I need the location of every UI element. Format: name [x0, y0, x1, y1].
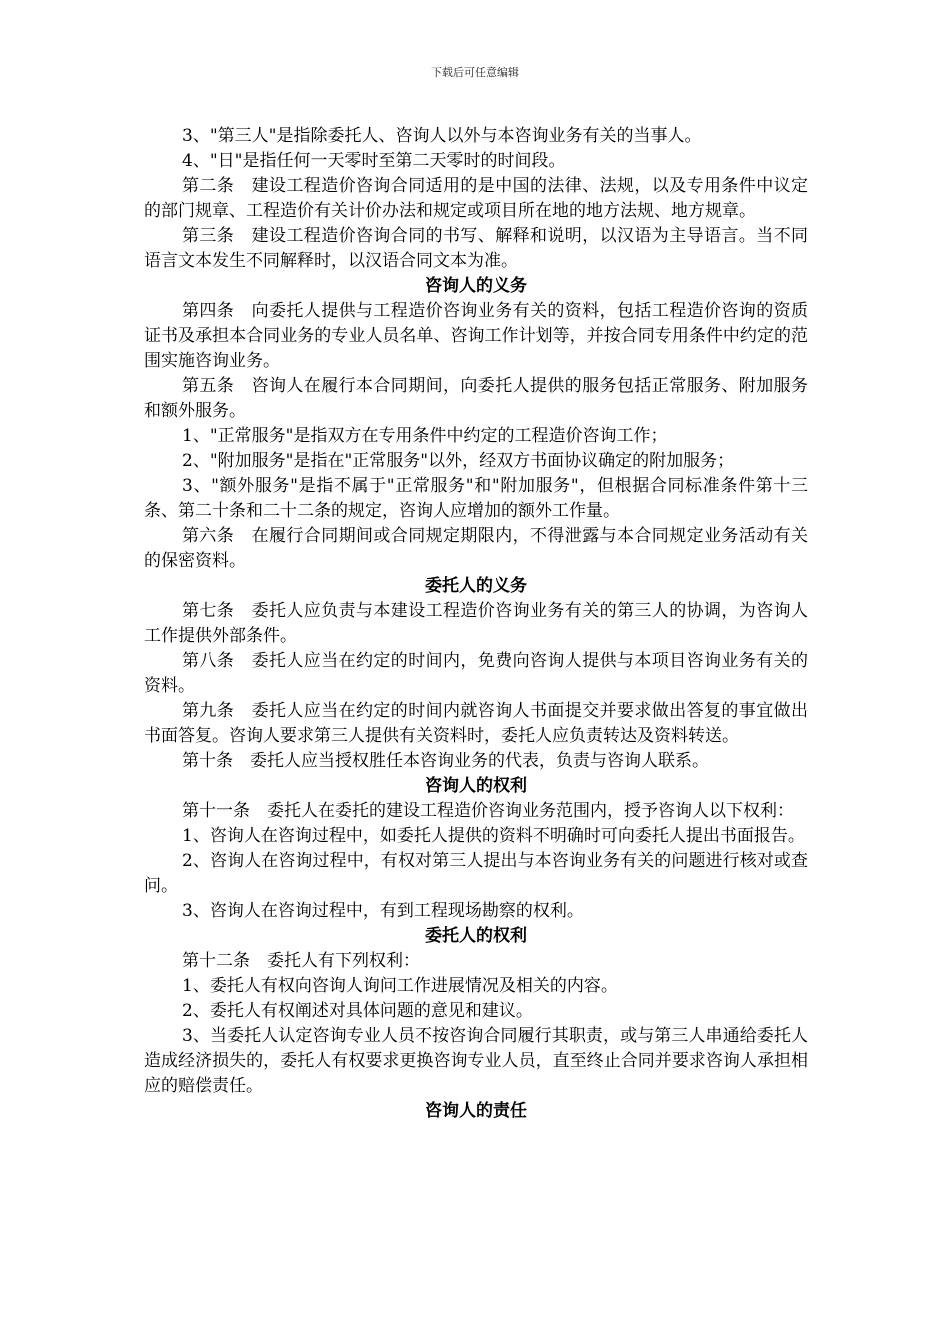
article-11-item-1: 1、咨询人在咨询过程中，如委托人提供的资料不明确时可向委托人提出书面报告。 [182, 826, 805, 846]
article-5-item-3: 3、"额外服务"是指不属于"正常服务"和"附加服务"，但根据合同标准条件第十三条、第二十条和二十二条的规定，咨询人应增加的额外工作量。 [144, 476, 808, 521]
article-7: 第七条 委托人应负责与本建设工程造价咨询业务有关的第三人的协调，为咨询人工作提供外部条件。 [144, 601, 808, 646]
article-9: 第九条 委托人应当在约定的时间内就咨询人书面提交并要求做出答复的事宜做出书面答复。咨询人要求第三人提供有关资料时，委托人应负责转达及资料转送。 [144, 701, 808, 746]
article-11: 第十一条 委托人在委托的建设工程造价咨询业务范围内，授予咨询人以下权利： [182, 801, 794, 821]
article-12: 第十二条 委托人有下列权利： [182, 951, 420, 971]
article-11-item-2: 2、咨询人在咨询过程中，有权对第三人提出与本咨询业务有关的问题进行核对或查问。 [144, 851, 808, 896]
article-3: 第三条 建设工程造价咨询合同的书写、解释和说明，以汉语为主导语言。当不同语言文本发生不同解释时，以汉语合同文本为准。 [144, 226, 808, 271]
section-heading-consultant-obligations: 咨询人的义务 [425, 276, 527, 296]
section-heading-consultant-rights: 咨询人的权利 [425, 776, 527, 796]
article-5-item-1: 1、"正常服务"是指双方在专用条件中约定的工程造价咨询工作； [182, 426, 668, 446]
clause-item-3-third-party: 3、"第三人"是指除委托人、咨询人以外与本咨询业务有关的当事人。 [182, 126, 702, 146]
section-heading-client-obligations: 委托人的义务 [425, 576, 527, 596]
article-6: 第六条 在履行合同期间或合同规定期限内，不得泄露与本合同规定业务活动有关的保密资料。 [144, 526, 808, 571]
article-5: 第五条 咨询人在履行本合同期间，向委托人提供的服务包括正常服务、附加服务和额外服务。 [144, 376, 808, 421]
section-heading-consultant-liabilities: 咨询人的责任 [425, 1101, 527, 1121]
section-heading-client-rights: 委托人的权利 [425, 926, 527, 946]
page-header: 下载后可任意编辑 [431, 66, 519, 79]
document-body [144, 124, 808, 1124]
article-10: 第十条 委托人应当授权胜任本咨询业务的代表，负责与咨询人联系。 [182, 751, 709, 771]
article-12-item-1: 1、委托人有权向咨询人询问工作进展情况及相关的内容。 [182, 976, 618, 996]
article-12-item-3: 3、当委托人认定咨询专业人员不按咨询合同履行其职责，或与第三人串通给委托人造成经济损失的，委托人有权要求更换咨询专业人员，直至终止合同并要求咨询人承担相应的赔偿责任。 [144, 1026, 808, 1096]
article-2: 第二条 建设工程造价咨询合同适用的是中国的法律、法规，以及专用条件中议定的部门规章、工程造价有关计价办法和规定或项目所在地的地方法规、地方规章。 [144, 176, 808, 221]
article-5-item-2: 2、"附加服务"是指在"正常服务"以外，经双方书面协议确定的附加服务； [182, 451, 735, 471]
article-8: 第八条 委托人应当在约定的时间内，免费向咨询人提供与本项目咨询业务有关的资料。 [144, 651, 808, 696]
article-12-item-2: 2、委托人有权阐述对具体问题的意见和建议。 [182, 1001, 533, 1021]
clause-item-4-day: 4、"日"是指任何一天零时至第二天零时的时间段。 [182, 151, 566, 171]
article-11-item-3: 3、咨询人在咨询过程中，有到工程现场勘察的权利。 [182, 901, 584, 921]
article-4: 第四条 向委托人提供与工程造价咨询业务有关的资料，包括工程造价咨询的资质证书及承担本合同业务的专业人员名单、咨询工作计划等，并按合同专用条件中约定的范围实施咨询业务。 [144, 301, 808, 371]
